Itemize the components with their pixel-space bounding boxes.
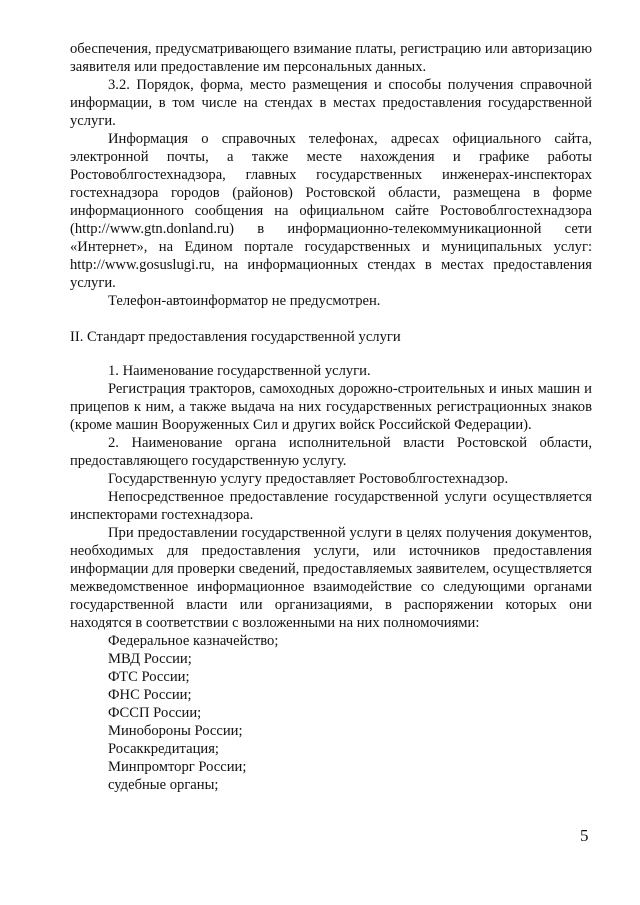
agency-list: [70, 632, 592, 794]
paragraph: 3.2. Порядок, форма, место размещения и способы получения справочной информации, в том числе на стендах в местах предоставления государственной услуги.: [70, 77, 592, 129]
list-item: Минобороны России;: [108, 723, 243, 739]
list-item: Минпромторг России;: [108, 759, 247, 775]
document-body: [70, 40, 592, 794]
list-item: Федеральное казначейство;: [108, 633, 279, 649]
list-item: судебные органы;: [108, 777, 219, 793]
list-item: ФССП России;: [108, 705, 202, 721]
list-item: Росаккредитация;: [108, 741, 219, 757]
paragraph: Информация о справочных телефонах, адресах официального сайта, электронной почты, а также месте нахождения и графике работы Ростовоблгостехнадзора, главных государственных инженерах-инспекторах гостехнадзора городов (районов) Ростовской области, размещена в форме информационного сообщения на официальном сайте Ростовоблгостехнадзора (http://www.gtn.donland.ru) в информационно-телекоммуникационной сети «Интернет», на Едином портале государственных и муниципальных услуг: http://www.gosuslugi.ru, на информационных стендах в местах предоставления услуги.: [70, 131, 592, 291]
paragraph: Непосредственное предоставление государственной услуги осуществляется инспекторами гостехнадзора.: [70, 489, 592, 523]
paragraph: При предоставлении государственной услуги в целях получения документов, необходимых для предоставления услуги, или источников предоставления информации для проверки сведений, предоставляемых заявителем, осуществляется межведомственное информационное взаимодействие со следующими органами государственной власти или организациями, в распоряжении которых они находятся в соответствии с возложенными на них полномочиями:: [70, 525, 592, 631]
paragraph: Государственную услугу предоставляет Ростовоблгостехнадзор.: [108, 471, 509, 487]
list-item: ФНС России;: [108, 687, 192, 703]
section-heading: II. Стандарт предоставления государственной услуги: [70, 329, 401, 345]
paragraph: 1. Наименование государственной услуги.: [108, 363, 371, 379]
paragraph: Телефон-автоинформатор не предусмотрен.: [108, 293, 381, 309]
list-item: МВД России;: [108, 651, 192, 667]
list-item: ФТС России;: [108, 669, 190, 685]
paragraph: Регистрация тракторов, самоходных дорожно-строительных и иных машин и прицепов к ним, а также выдача на них государственных регистрационных знаков (кроме машин Вооруженных Сил и других войск Российской Федерации).: [70, 381, 592, 433]
paragraph: 2. Наименование органа исполнительной власти Ростовской области, предоставляющего государственную услугу.: [70, 435, 592, 469]
page-number: 5: [580, 826, 589, 845]
paragraph: обеспечения, предусматривающего взимание платы, регистрацию или авторизацию заявителя или предоставление им персональных данных.: [70, 41, 592, 75]
